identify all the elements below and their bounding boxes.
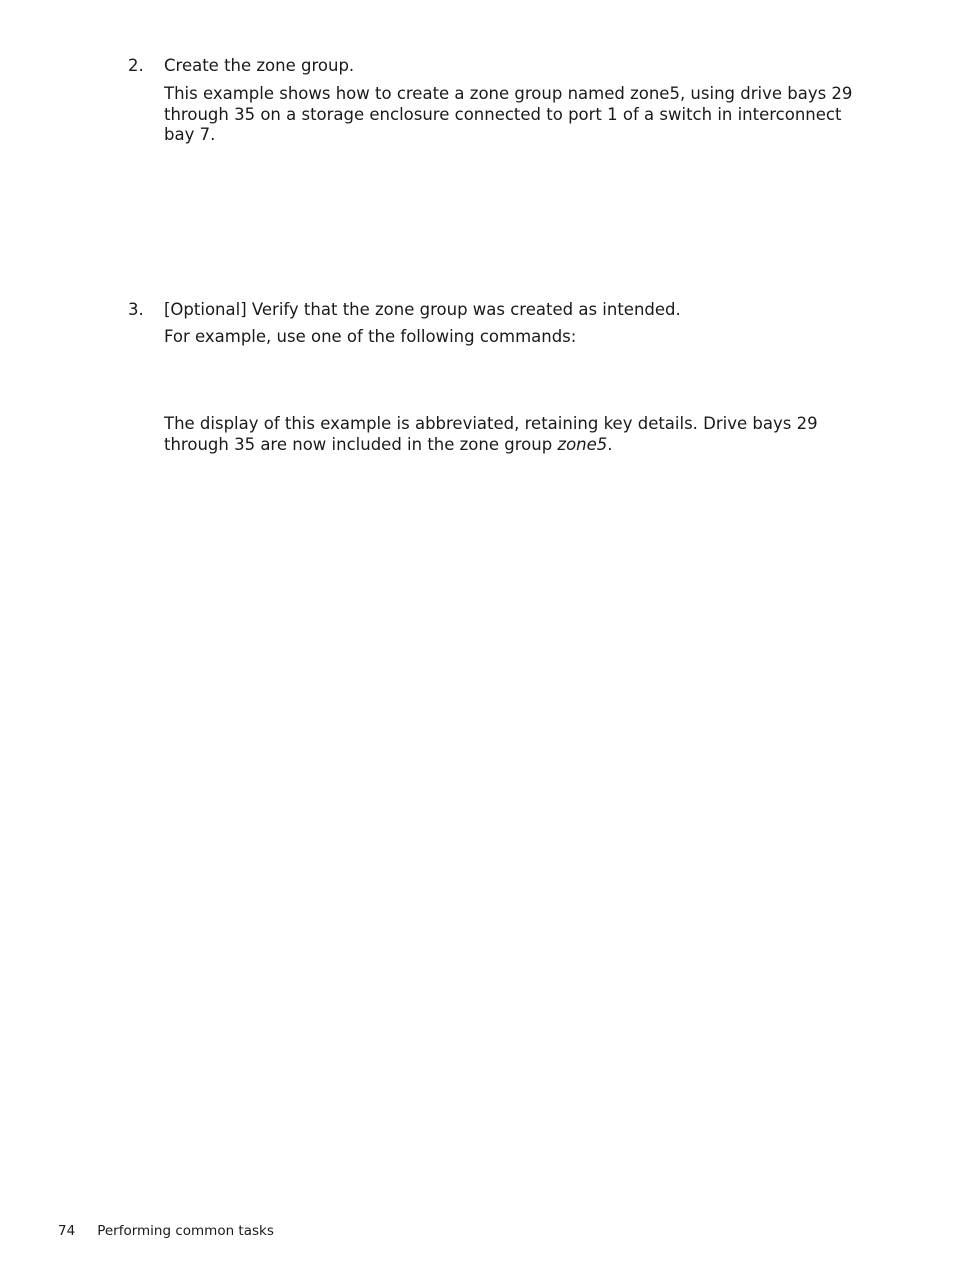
step-number: 3. xyxy=(128,300,144,319)
page-footer xyxy=(58,1223,274,1240)
step-verify-zone-group xyxy=(128,300,868,348)
step-create-zone-group xyxy=(128,56,868,146)
page-number: 74 xyxy=(58,1223,76,1239)
step-title: Create the zone group. xyxy=(164,56,355,75)
note-text: The display of this example is abbreviated, retaining key details. Drive bays 29 through 35 are now included in the zone group xyxy=(164,414,818,454)
step-body xyxy=(164,300,868,348)
zone-name-emphasis: zone5 xyxy=(557,434,608,454)
step-description: For example, use one of the following commands: xyxy=(164,327,577,346)
step-number: 2. xyxy=(128,56,144,75)
note-text-end: . xyxy=(607,434,613,454)
section-title: Performing common tasks xyxy=(97,1223,274,1239)
step-description: This example shows how to create a zone group named zone5, using drive bays 29 through 35 on a storage enclosure connected to port 1 of a switch in interconnect bay 7. xyxy=(164,84,853,144)
step-body xyxy=(164,56,868,146)
example-note xyxy=(164,414,864,455)
step-title: [Optional] Verify that the zone group was created as intended. xyxy=(164,300,681,319)
